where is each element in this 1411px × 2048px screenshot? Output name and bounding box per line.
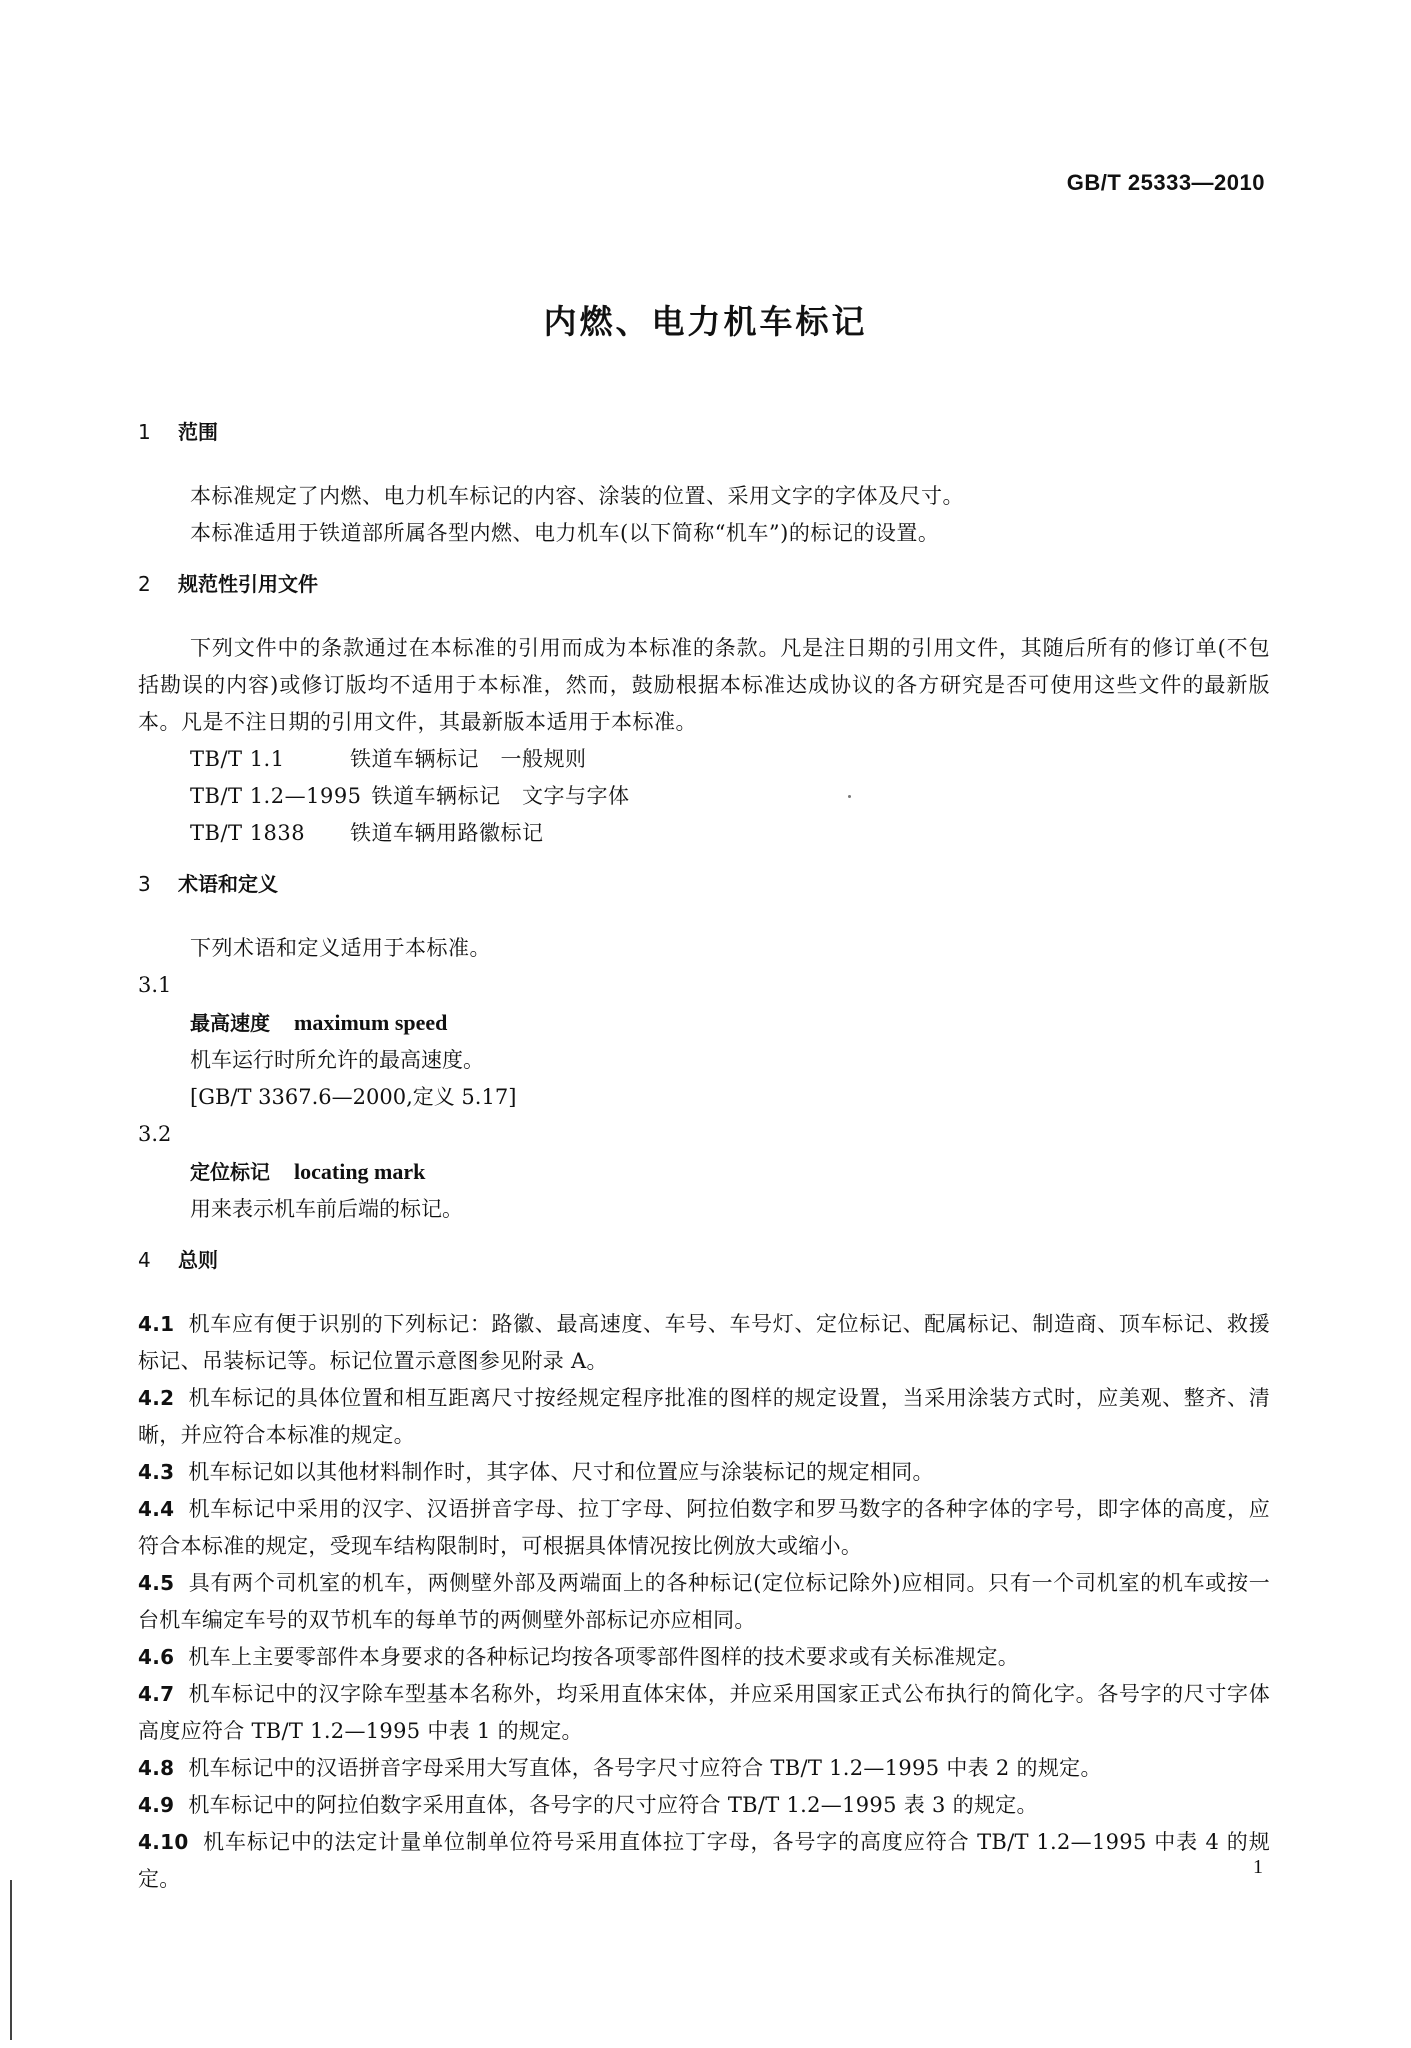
term-definition: 机车运行时所允许的最高速度。 — [190, 1048, 484, 1072]
section-title: 规范性引用文件 — [178, 572, 318, 596]
section-heading-1 — [138, 418, 1270, 446]
section-title: 范围 — [178, 420, 218, 444]
clause: 4.9 机车标记中的阿拉伯数字采用直体，各号字的尺寸应符合 TB/T 1.2—1995 表 3 的规定。 — [138, 1793, 1038, 1817]
section-heading-4 — [138, 1246, 1270, 1274]
term-name: 最高速度 — [190, 1011, 270, 1035]
section-title: 术语和定义 — [178, 872, 278, 896]
reference-item: TB/T 1838 铁道车辆用路徽标记 — [190, 821, 544, 845]
term-english: maximum speed — [294, 1010, 448, 1035]
scan-speck — [848, 795, 851, 798]
clause: 4.6 机车上主要零部件本身要求的各种标记均按各项零部件图样的技术要求或有关标准规定。 — [138, 1645, 1020, 1669]
term-definition: 用来表示机车前后端的标记。 — [190, 1197, 463, 1221]
page-title: 内燃、电力机车标记 — [543, 302, 868, 341]
clause: 4.1 机车应有便于识别的下列标记：路徽、最高速度、车号、车号灯、定位标记、配属标记、制造商、顶车标记、救援标记、吊装标记等。标记位置示意图参见附录 A。 — [138, 1312, 1270, 1373]
term-number: 3.2 — [138, 1122, 172, 1146]
section-number: 1 — [138, 420, 151, 444]
clause: 4.4 机车标记中采用的汉字、汉语拼音字母、拉丁字母、阿拉伯数字和罗马数字的各种字体的字号，即字体的高度，应符合本标准的规定，受现车结构限制时，可根据具体情况按比例放大或缩小。 — [138, 1497, 1270, 1558]
term-source: [GB/T 3367.6—2000,定义 5.17] — [190, 1085, 517, 1109]
scan-edge-line — [10, 1880, 12, 2040]
clause: 4.8 机车标记中的汉语拼音字母采用大写直体，各号字尺寸应符合 TB/T 1.2—1995 中表 2 的规定。 — [138, 1756, 1102, 1780]
document-body — [138, 418, 1270, 1898]
clause: 4.5 具有两个司机室的机车，两侧壁外部及两端面上的各种标记(定位标记除外)应相同。只有一个司机室的机车或按一台机车编定车号的双节机车的每单节的两侧壁外部标记亦应相同。 — [138, 1571, 1270, 1632]
reference-item: TB/T 1.1 铁道车辆标记 一般规则 — [190, 747, 587, 771]
paragraph: 本标准规定了内燃、电力机车标记的内容、涂装的位置、采用文字的字体及尺寸。 — [190, 484, 964, 508]
standard-number: GB/T 25333—2010 — [1066, 170, 1265, 195]
section-heading-2 — [138, 570, 1270, 598]
term-heading — [190, 1153, 1270, 1191]
term-name: 定位标记 — [190, 1160, 270, 1184]
section-title: 总则 — [178, 1248, 218, 1272]
section-heading-3 — [138, 870, 1270, 898]
clause: 4.10 机车标记中的法定计量单位制单位符号采用直体拉丁字母，各号字的高度应符合 TB/T 1.2—1995 中表 4 的规定。 — [138, 1830, 1270, 1891]
clause: 4.3 机车标记如以其他材料制作时，其字体、尺寸和位置应与涂装标记的规定相同。 — [138, 1460, 934, 1484]
section-number: 4 — [138, 1248, 151, 1272]
section-number: 2 — [138, 572, 151, 596]
clause: 4.2 机车标记的具体位置和相互距离尺寸按经规定程序批准的图样的规定设置，当采用涂装方式时，应美观、整齐、清晰，并应符合本标准的规定。 — [138, 1386, 1270, 1447]
term-heading — [190, 1004, 1270, 1042]
section-number: 3 — [138, 872, 151, 896]
reference-item: TB/T 1.2—1995 铁道车辆标记 文字与字体 — [190, 784, 630, 808]
page-number: 1 — [1253, 1856, 1263, 1878]
term-english: locating mark — [294, 1159, 426, 1184]
clause: 4.7 机车标记中的汉字除车型基本名称外，均采用直体宋体，并应采用国家正式公布执行的简化字。各号字的尺寸字体高度应符合 TB/T 1.2—1995 中表 1 的规定。 — [138, 1682, 1270, 1743]
paragraph: 下列术语和定义适用于本标准。 — [190, 936, 491, 960]
term-number: 3.1 — [138, 973, 172, 997]
paragraph: 本标准适用于铁道部所属各型内燃、电力机车(以下简称“机车”)的标记的设置。 — [190, 521, 940, 545]
paragraph: 下列文件中的条款通过在本标准的引用而成为本标准的条款。凡是注日期的引用文件，其随后所有的修订单(不包括勘误的内容)或修订版均不适用于本标准，然而，鼓励根据本标准达成协议的各方研究是否可使用这些文件的最新版本。凡是不注日期的引用文件，其最新版本适用于本标准。 — [138, 636, 1270, 734]
